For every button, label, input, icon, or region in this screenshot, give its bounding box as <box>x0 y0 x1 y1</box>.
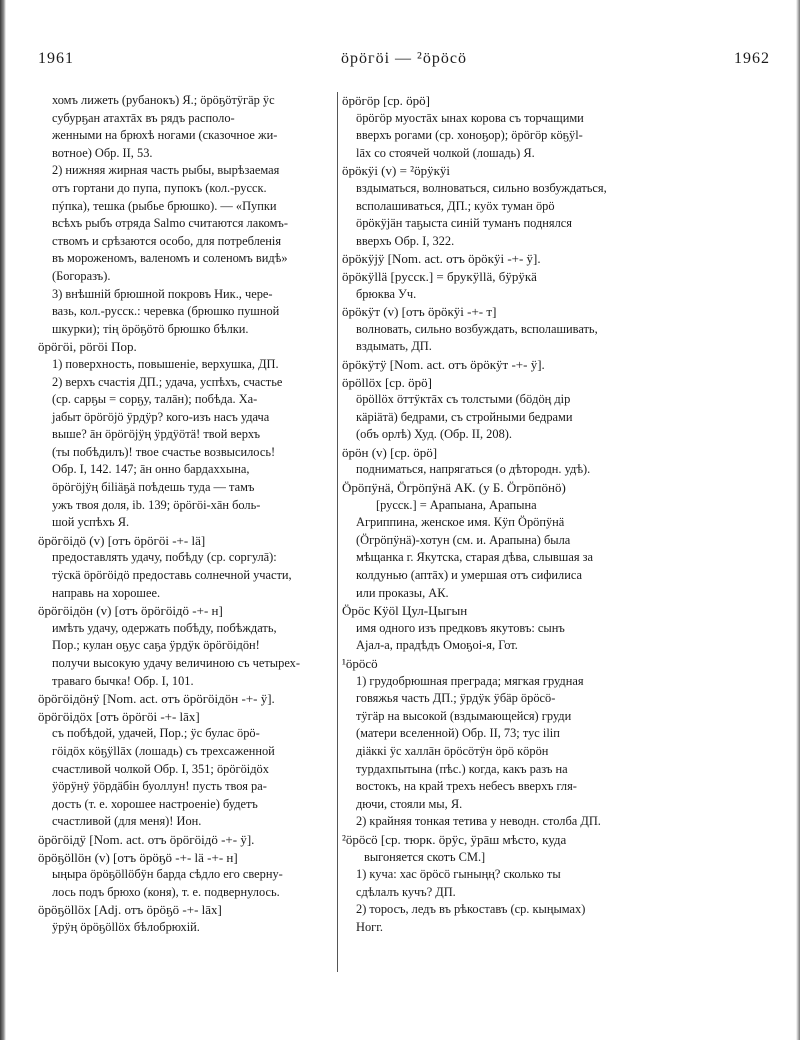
entry-text-line: ствомъ и срѣзаются особо, для потребленія <box>52 233 282 248</box>
entry-text-line: 1) куча: хас öрöсö гыныңң? сколько ты <box>356 867 561 882</box>
entry-text-line: (ср. сарҕы = сорҕу, талāн); побѣда. Ха- <box>52 392 258 407</box>
entry-text-line: предоставлять удачу, побѣду (ср. соргулā): <box>52 550 277 565</box>
entry-headword-line: Öрöс Кÿöl Цул-Цыгын <box>342 603 468 619</box>
entry-text-line: съ побѣдой, удачей, Пор.; ÿс булас öрö- <box>52 726 260 741</box>
entry-text-line: счастливой (для меня)! Ион. <box>52 814 202 829</box>
entry-headword-line: öрöгöiдö (v) [отъ öрöгöi -+- lä] <box>38 532 206 548</box>
entry-text-line: 1) поверхность, повышеніе, верхушка, ДП. <box>52 356 279 371</box>
entry-text-line: Пор.; кулан оҕус саҕа ÿрдÿк öрöгöiдöн! <box>52 638 260 653</box>
entry-headword-line: öрöкÿi (v) = ²öрÿкÿi <box>342 163 450 179</box>
entry-text-line: пýпка), тешка (рыбье брюшко). — «Пупки <box>52 198 277 213</box>
entry-text-line: тÿскä öрöгöiдö предоставь солнечной участи, <box>52 568 292 583</box>
running-head: öрöгöi — ²öрöсö <box>341 50 467 67</box>
entry-text-line: колдунью (аптāх) и умершая отъ сифилиса <box>356 568 583 583</box>
entry-headword-line: öрöҕöllöн (v) [отъ öрöҕö -+- lä -+- н] <box>38 849 238 865</box>
entry-text-line: (Öгрöпÿнä)-хотун (см. и. Арапына) была <box>356 532 571 547</box>
entry-text-line: (ты побѣдилъ)! твое счастье возвысилось! <box>52 444 276 459</box>
entry-text-line: вздыматься, волноваться, сильно возбуждаться, <box>356 180 607 195</box>
entry-text-line: субурҕан атахтāх въ рядъ располо- <box>52 110 235 125</box>
entry-headword-line: öрöllöх [ср. öрö] <box>342 374 432 390</box>
entry-text-line: Аjал-а, прадѣдъ Омоҕоi-я, Гот. <box>356 638 518 653</box>
entry-text-line: женными на брюхѣ ногами (сказочное жи- <box>52 128 278 143</box>
entry-text-line: (матери вселенной) Обр. II, 73; тус iliп <box>356 726 560 741</box>
entry-text-line: вверхъ рогами (ср. хоноҕор); öрöгöр кöҕÿl- <box>356 128 583 143</box>
entry-text-line: Агриппина, женское имя. Кÿп Öрöпÿнä <box>356 515 565 530</box>
entry-text-line: lāх со стоячей чолкой (лошадь) Я. <box>356 145 535 160</box>
entry-text-line: волновать, сильно возбуждать, всполашивать, <box>356 321 598 336</box>
entry-headword-line: öрöкÿllä [русск.] = брукÿllä, бÿрÿкä <box>342 268 537 284</box>
entry-text-line: выше? āн öрöгöjÿң ÿрдÿöтä! твой верхъ <box>52 427 261 442</box>
entry-text-line: дость (т. е. хорошее настроеніе) будетъ <box>52 796 258 811</box>
entry-text-line: получи высокую удачу величиною съ четырех- <box>52 656 300 670</box>
entry-text-line: востокъ, на край трехъ небесъ вверхъ гля- <box>356 779 577 794</box>
entry-headword-line: öрöгöiдöх [отъ öрöгöi -+- lāх] <box>38 708 200 724</box>
entry-text-line: ÿрÿң öрöҕöllöх бѣлобрюхій. <box>52 919 200 934</box>
entry-headword-line: öрöкÿтÿ [Nom. act. отъ öрöкÿт -+- ÿ]. <box>342 356 545 372</box>
entry-text-line: ÿöрÿнÿ ÿöрдäбiн буоллун! пусть твоя ра- <box>52 779 267 794</box>
entry-text-line: 3) внѣшній брюшной покровъ Ник., чере- <box>52 286 273 301</box>
entry-headword-line: öрöгöiдöн (v) [отъ öрöгöiдö -+- н] <box>38 603 223 619</box>
entry-text-line: вазь, кол.-русск.: черевка (брюшко пушной <box>52 304 280 319</box>
entry-headword-line: Öрöпÿнä, Öгрöпÿнä АК. (у Б. Öгрöпöнö) <box>342 480 566 496</box>
page-header <box>38 50 770 74</box>
entry-text-line: шкурки); тiң öрöҕöтö брюшко бѣлки. <box>52 321 249 336</box>
entry-text-line: подниматься, напрягаться (о дѣтородн. удѣ). <box>356 462 591 477</box>
entry-text-line: всполашиваться, ДП.; куöх туман öрö <box>356 198 555 213</box>
entry-text-line: лось подъ брюхо (коня), т. е. подвернулось. <box>52 884 280 899</box>
entry-text-line: хомъ лижеть (рубанокъ) Я.; öрöҕöтÿгäр ÿс <box>52 93 275 107</box>
right-page-number: 1962 <box>734 50 770 67</box>
entry-text-line: турдахпытына (пѣс.) когда, какъ разъ на <box>356 761 568 776</box>
entry-text-line: öрöгöр муостāх ынах корова съ торчащими <box>356 110 584 125</box>
entry-text-line: мѣщанка г. Якутска, старая дѣва, слывшая за <box>356 550 594 565</box>
entry-headword-line: öрöн (v) [ср. öрö] <box>342 444 438 460</box>
entry-text-line: тÿгäр на высокой (вздымающейся) груди <box>356 708 572 723</box>
entry-text-line: ужъ твоя доля, ib. 139; öрöгöi-хāн боль- <box>52 497 261 512</box>
entry-text-line: сдѣлалъ кучъ? ДП. <box>356 884 456 899</box>
entry-text-line: въ мороженомъ, валеномъ и соленомъ видѣ» <box>52 251 288 266</box>
entry-text-line: 2) верхъ счастія ДП.; удача, успѣхъ, счастье <box>52 374 283 389</box>
entry-text-line: отъ гортани до пупа, пупокъ (кол.-русск. <box>52 180 267 195</box>
entry-text-line: траваго бычка! Обр. I, 101. <box>52 673 194 688</box>
entry-text-line: счастливой чолкой Обр. I, 351; öрöгöiдöх <box>52 761 269 776</box>
left-page-number: 1961 <box>38 50 74 67</box>
right-column <box>342 92 762 937</box>
entry-text-line: Ногг. <box>356 919 384 934</box>
entry-headword-line: öрöгöр [ср. öрö] <box>342 93 431 108</box>
entry-text-line: всѣхъ рыбъ отряда Salmo считаются лакомъ- <box>52 216 288 231</box>
entry-headword-line: öрöкÿт (v) [отъ öрöкÿi -+- т] <box>342 304 497 320</box>
entry-text-line: имя одного изъ предковъ якутовъ: сынъ <box>356 620 565 635</box>
entry-text-line: Обр. I, 142. 147; āн онно бардаххына, <box>52 462 250 477</box>
entry-text-line: öрöгöjÿң бiliäҕä поѣдешь туда — тамъ <box>52 480 255 495</box>
entry-headword-line: öрöгöiдÿ [Nom. act. отъ öрöгöiдö -+- ÿ]. <box>38 831 255 847</box>
entry-text-line: вздымать, ДП. <box>356 339 432 354</box>
scan-left-edge <box>0 0 6 1040</box>
entry-text-line: 2) нижняя жирная часть рыбы, вырѣзаемая <box>52 163 280 178</box>
entry-text-line: дiäккi ÿс халлāн öрöсöтÿн öрö кöрöн <box>356 743 549 758</box>
entry-text-line: 2) торосъ, ледъ въ рѣкоставъ (ср. кыңымах) <box>356 902 586 917</box>
entry-headword-line: öрöгöiдöнÿ [Nom. act. отъ öрöгöiдöн -+- ÿ]. <box>38 691 275 707</box>
entry-text-line: öрöllöх öттÿктāх съ толстыми (бöдöң дiр <box>356 392 571 407</box>
entry-text-line: направь на хорошее. <box>52 585 161 600</box>
entry-headword-line: ²öрöсö [ср. тюрк. öрÿс, ÿрāш мѣсто, куда <box>342 831 567 847</box>
scan-right-edge <box>796 0 800 1040</box>
entry-headword-line: öрöкÿjÿ [Nom. act. отъ öрöкÿi -+- ÿ]. <box>342 251 541 267</box>
entry-text-line: шой успѣхъ Я. <box>52 515 130 530</box>
entry-text-line: jабыт öрöгöjö ÿрдÿр? кого-изъ насъ удача <box>52 409 270 424</box>
entry-text-line: имѣть удачу, одержать побѣду, побѣждать, <box>52 620 277 635</box>
entry-headword-line: öрöҕöllöх [Adj. отъ öрöҕö -+- lāх] <box>38 902 222 918</box>
entry-text-line: выгоняется скотъ СМ.] <box>364 849 486 864</box>
column-divider <box>337 92 338 972</box>
entry-text-line: (Богоразъ). <box>52 268 111 283</box>
entry-text-line: говяжья часть ДП.; ÿрдÿк ÿбäр öрöсö- <box>356 691 556 706</box>
left-column <box>38 92 334 937</box>
entry-headword-line: öрöгöi, рöгöi Пор. <box>38 339 137 355</box>
entry-text-line: брюква Уч. <box>356 286 417 301</box>
entry-text-line: гöiдöх кöҕÿllāх (лошадь) съ трехсаженной <box>52 743 275 758</box>
entry-text-line: [русск.] = Арапыана, Арапына <box>376 497 537 512</box>
entry-text-line: öрöкÿjäн таҕыста синiй туманъ поднялся <box>356 216 573 231</box>
entry-headword-line: ¹öрöсö <box>342 656 378 671</box>
entry-text-line: (объ орлѣ) Худ. (Обр. II, 208). <box>356 427 512 442</box>
entry-text-line: вотное) Обр. II, 53. <box>52 145 153 160</box>
entry-text-line: кäрiäтä) бедрами, съ стройными бедрами <box>356 409 573 424</box>
entry-text-line: вверхъ Обр. I, 322. <box>356 233 455 248</box>
entry-text-line: 1) грудобрюшная преграда; мягкая грудная <box>356 673 584 688</box>
entry-text-line: дючи, стояли мы, Я. <box>356 796 463 811</box>
entry-text-line: 2) крайняя тонкая тетива у неводн. столба ДП. <box>356 814 601 829</box>
entry-text-line: или проказы, АК. <box>356 585 449 600</box>
entry-text-line: ыңыра öрöҕöllöбÿн барда сѣдло его сверну- <box>52 867 283 882</box>
